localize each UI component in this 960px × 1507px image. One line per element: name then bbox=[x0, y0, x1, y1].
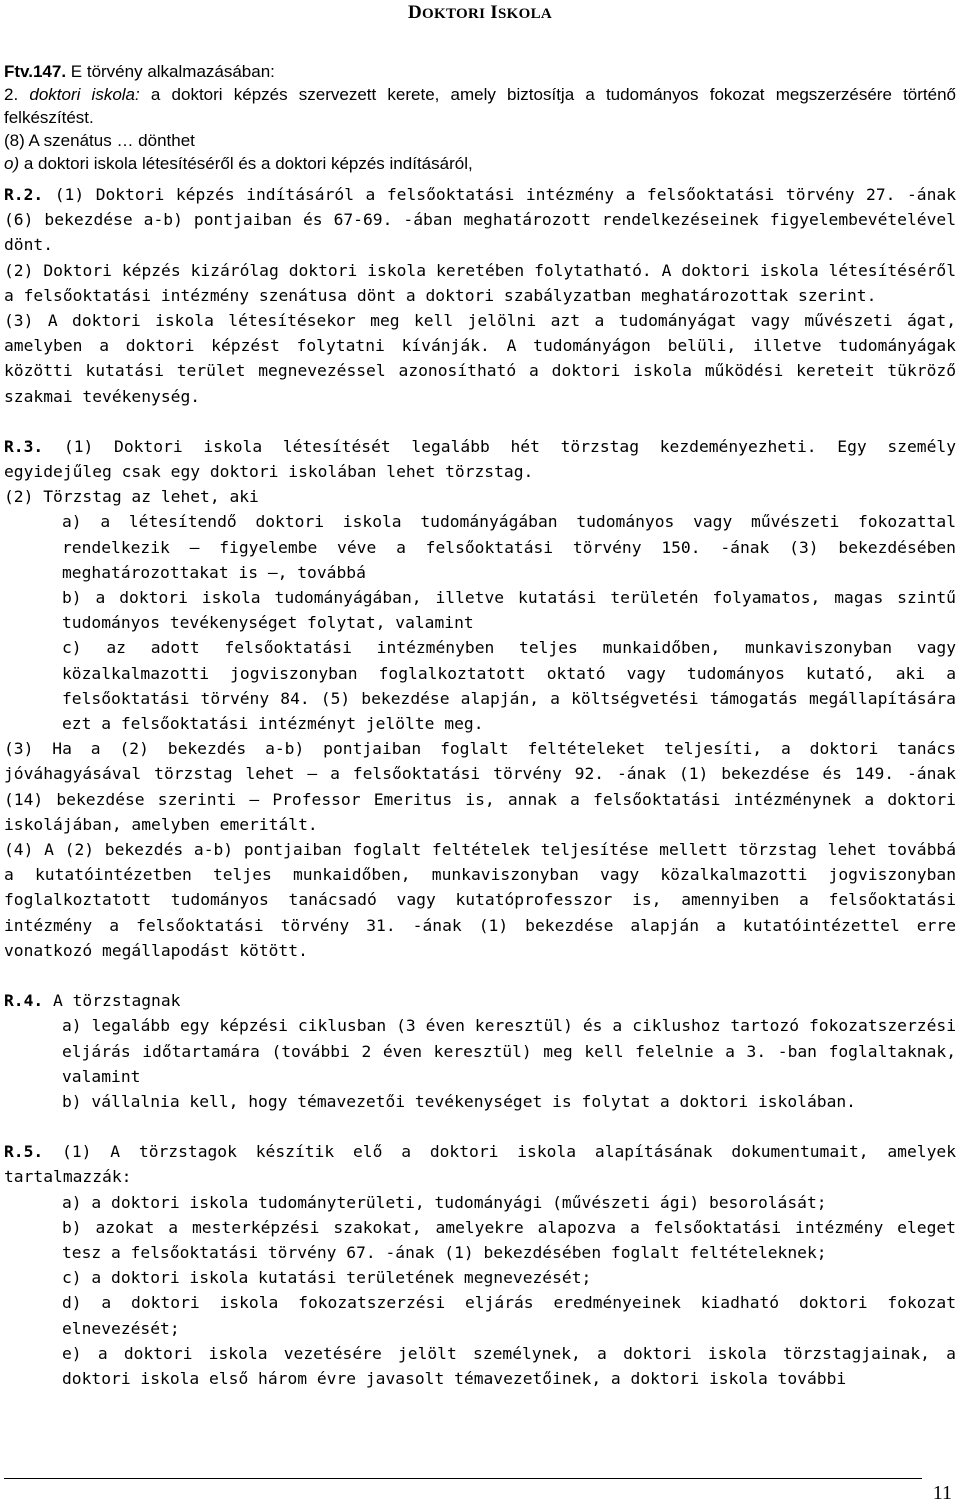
r3-paragraph-4: (4) A (2) bekezdés a-b) pontjaiban foglalt feltételek teljesítése mellett törzstag lehet továbbá a kutatóintézetben teljes munkaidőben, munkaviszonyban vagy közalkalmazotti jogviszonyban foglalkoztatott tudományos tanácsadó vagy kutatóprofesszor is, amennyiben a felsőoktatási intézmény a felsőoktatási törvény 31. -ának (1) bekezdése alapján a kutatóintézettel erre vonatkozó megállapodást kötött. bbox=[4, 840, 956, 960]
r3-item-c: c) az adott felsőoktatási intézményben teljes munkaidőben, munkaviszonyban vagy közalkalmazotti jogviszonyban foglalkoztatott oktató vagy tudományos kutató, aki a felsőoktatási törvény 84. (5) bekezdése alapján, a költségvetési támogatás megállapítására ezt a felsőoktatási intézményt jelölte meg. bbox=[62, 638, 956, 734]
intro-line-4: o) a doktori iskola létesítéséről és a doktori képzés indításáról, bbox=[4, 154, 473, 173]
section-label-r2: R.2. bbox=[4, 185, 44, 204]
r2-paragraph-1: R.2. (1) Doktori képzés indításáról a felsőoktatási intézmény a felsőoktatási törvény 27. -ának (6) bekezdése a-b) pontjaiban és 67-69. -ában meghatározott rendelkezéseinek figyelembevételével dönt. bbox=[4, 185, 956, 255]
r5-paragraph-1: R.5. (1) A törzstagok készítik elő a doktori iskola alapításának dokumentumait, amelyek tartalmazzák: bbox=[4, 1142, 956, 1187]
r2-paragraph-2: (2) Doktori képzés kizárólag doktori iskola keretében folytatható. A doktori iskola létesítéséről a felsőoktatási intézmény szenátusa dönt a doktori szabályzatban meghatározottak szerint. bbox=[4, 260, 956, 305]
r4-item-a: a) legalább egy képzési ciklusban (3 éven keresztül) és a ciklushoz tartozó fokozatszerzési eljárás időtartamára (további 2 éven keresztül) meg kell felelnie a 3. -ban foglaltaknak, valamint bbox=[62, 1016, 956, 1086]
section-label-r3: R.3. bbox=[4, 436, 44, 456]
intro-line-2: 2. doktori iskola: a doktori képzés szervezett kerete, amely biztosítja a tudományos fokozat megszerzésére történő felkészítést. bbox=[4, 85, 957, 127]
r3-paragraph-1: R.3. (1) Doktori iskola létesítését legalább hét törzstag kezdeményezheti. Egy személy egyidejűleg csak egy doktori iskolában lehet törzstag. bbox=[4, 436, 956, 482]
r5-item-b: b) azokat a mesterképzési szakokat, amelyekre alapozva a felsőoktatási intézmény eleget tesz a felsőoktatási törvény 67. -ának (1) bekezdésében foglalt feltételeknek; bbox=[62, 1217, 956, 1262]
r2-paragraph-3: (3) A doktori iskola létesítésekor meg kell jelölni azt a tudományágat vagy művészeti ágat, amelyben a doktori képzést folytatni kívánják. A tudományágon belüli, illetve tudományágak közötti kutatási terület megnevezéssel azonosítható a doktori iskola működési kereteit tükröző szakmai tevékenység. bbox=[4, 311, 956, 406]
intro-line-1: Ftv.147. E törvény alkalmazásában: bbox=[4, 62, 275, 81]
r5-item-a: a) a doktori iskola tudományterületi, tudományági (művészeti ági) besorolását; bbox=[62, 1192, 827, 1212]
section-label-r4: R.4. bbox=[4, 991, 44, 1011]
r3-item-b: b) a doktori iskola tudományágában, illetve kutatási területén folyamatos, magas szintű tudományos tevékenységet folytat, valamint bbox=[62, 588, 956, 633]
r3-item-a: a) a létesítendő doktori iskola tudományágában tudományos vagy művészeti fokozattal rendelkezik – figyelembe véve a felsőoktatási törvény 150. -ának (3) bekezdésében meghatározottakat is –, továbbá bbox=[62, 512, 956, 582]
r5-item-d: d) a doktori iskola fokozatszerzési eljárás eredményeinek kiadható doktori fokozat elnevezését; bbox=[62, 1293, 956, 1338]
page-title: DOKTORI ISKOLA bbox=[407, 2, 553, 23]
page-number: 11 bbox=[932, 1482, 952, 1504]
r5-item-c: c) a doktori iskola kutatási területének megnevezését; bbox=[62, 1268, 592, 1288]
intro-line-3: (8) A szenátus … dönthet bbox=[4, 131, 195, 150]
r5-item-e: e) a doktori iskola vezetésére jelölt személynek, a doktori iskola törzstagjainak, a doktori iskola első három évre javasolt témavezetőinek, a doktori iskola további bbox=[62, 1343, 956, 1388]
regulation-body bbox=[4, 182, 956, 1391]
footer-divider bbox=[4, 1478, 922, 1479]
r3-paragraph-2: (2) Törzstag az lehet, aki bbox=[4, 487, 259, 507]
section-label-r5: R.5. bbox=[4, 1142, 44, 1162]
r4-paragraph-1: R.4. A törzstagnak bbox=[4, 991, 181, 1011]
r4-item-b: b) vállalnia kell, hogy témavezetői tevékenységet is folytat a doktori iskolában. bbox=[62, 1091, 856, 1111]
r3-paragraph-3: (3) Ha a (2) bekezdés a-b) pontjaiban foglalt feltételeket teljesíti, a doktori tanács jóváhagyásával törzstag lehet – a felsőoktatási törvény 92. -ának (1) bekezdése és 149. -ának (14) bekezdése szerinti – Professor Emeritus is, annak a felsőoktatási intézménynek a doktori iskolájában, amelyben emeritált. bbox=[4, 739, 956, 834]
intro-block bbox=[4, 60, 956, 175]
